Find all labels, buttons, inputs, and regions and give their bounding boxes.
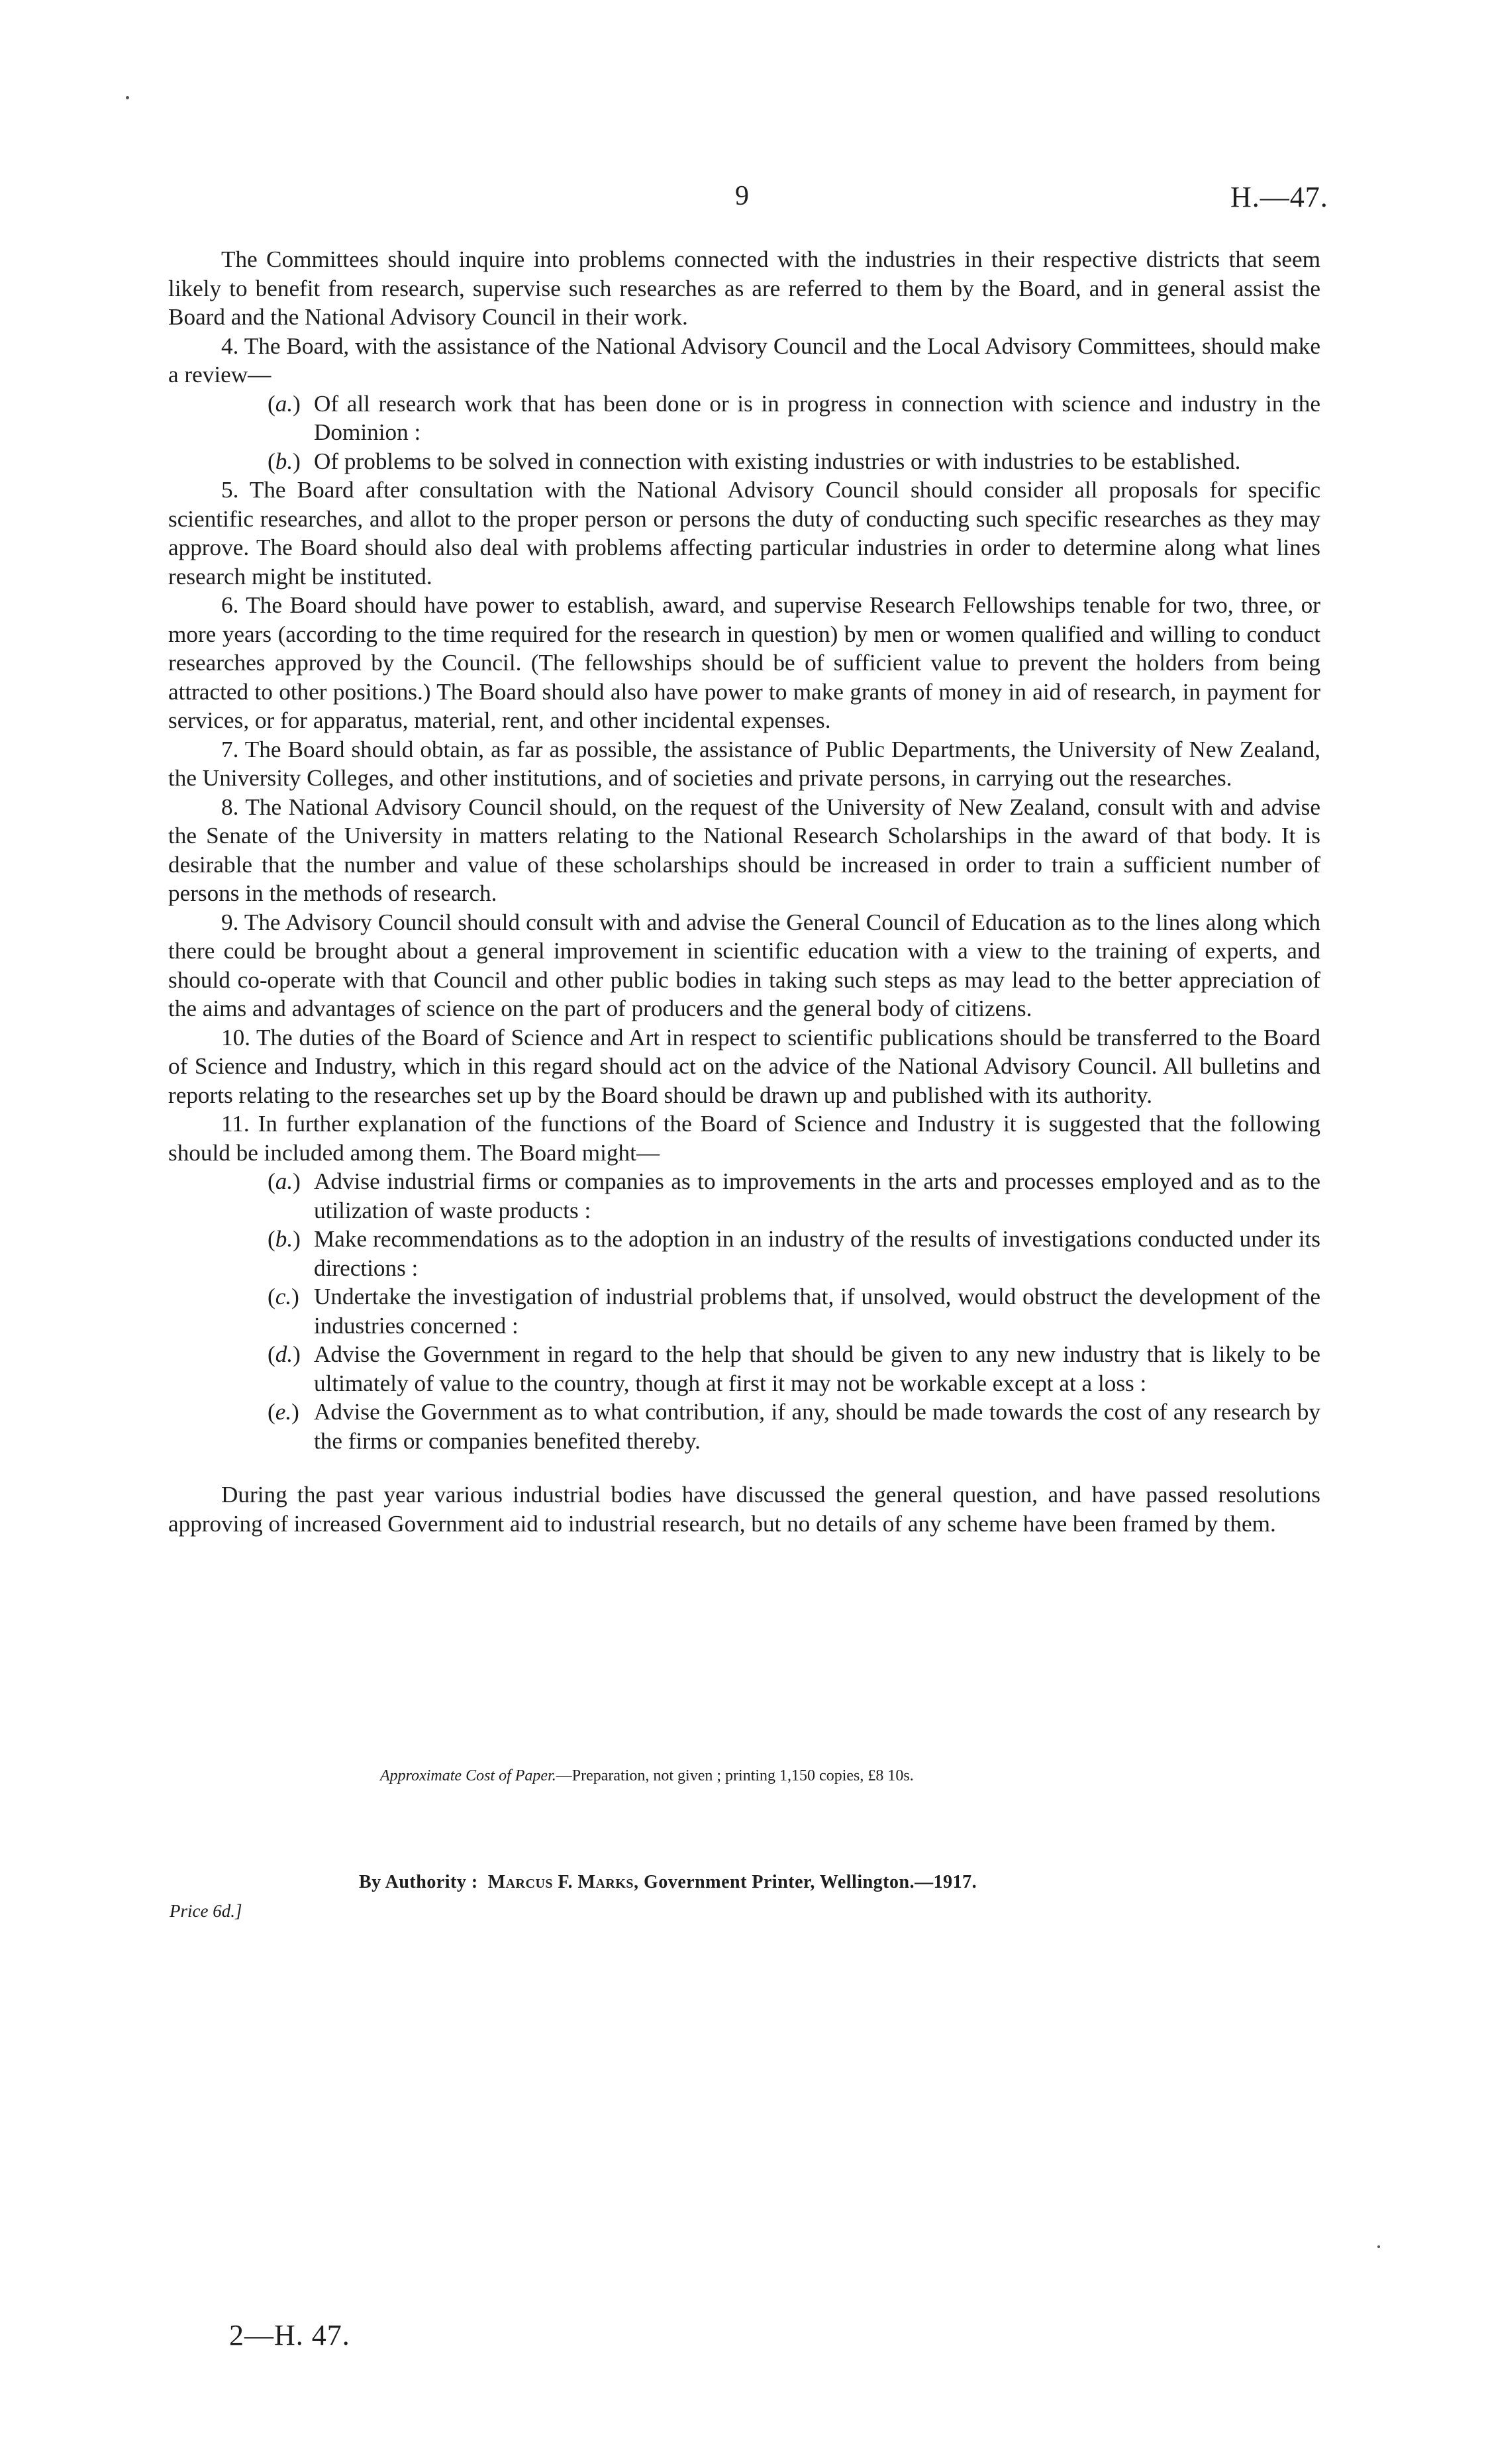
board-functions-list [168,1167,1320,1455]
page-number: 9 [735,181,749,211]
body-text [168,245,1320,1538]
cost-label: Approximate Cost of Paper. [380,1767,556,1784]
paragraph-4: 4. The Board, with the assistance of the National Advisory Council and the Local Advisory Committees, should make a review— [168,333,1320,387]
function-item-text: Make recommendations as to the adoption in an industry of the results of investigations conducted under its directions : [314,1226,1320,1281]
review-list [168,389,1320,476]
scan-speck [126,96,129,99]
function-item-label: (a.) [268,1168,301,1194]
review-item-text: Of all research work that has been done or is in progress in connection with science and industry in the Dominion : [314,390,1320,445]
paragraph-5: 5. The Board after consultation with the National Advisory Council should consider all proposals for specific scientific researches, and allot to the proper person or persons the duty of conducting such specific researches as they may approve. The Board should also deal with problems affecting particular industries in order to determine along what lines research might be instituted. [168,477,1320,590]
function-item-label: (e.) [268,1399,299,1425]
paragraph-10: 10. The duties of the Board of Science and Art in respect to scientific publications should be transferred to the Board of Science and Industry, which in this regard should act on the advice of the National Advisory Council. All bulletins and reports relating to the researches set up by the Board should be drawn up and published with its authority. [168,1024,1320,1108]
function-item [268,1398,1320,1455]
review-item-label: (a.) [268,390,301,417]
function-item-text: Undertake the investigation of industrial problems that, if unsolved, would obstruct the development of the industries concerned : [314,1284,1320,1339]
review-item [268,389,1320,447]
review-item-label: (b.) [268,448,301,474]
function-item [268,1167,1320,1225]
function-item-label: (b.) [268,1226,301,1252]
paragraph-6: 6. The Board should have power to establish, award, and supervise Research Fellowships tenable for two, three, or more years (according to the time required for the research in question) by men or women qualified and willing to conduct researches approved by the Council. (The fellowships should be of sufficient value to prevent the holders from being attracted to other positions.) The Board should also have power to make grants of money in aid of research, in payment for services, or for apparatus, material, rent, and other incidental expenses. [168,592,1320,733]
function-item-text: Advise the Government as to what contribution, if any, should be made towards the cost of any research by the firms or companies benefited thereby. [314,1399,1320,1454]
sheet-signature: 2—H. 47. [229,2319,350,2351]
function-item-text: Advise industrial firms or companies as to improvements in the arts and processes employed and as to the utilization of waste products : [314,1168,1320,1223]
function-item [268,1282,1320,1340]
function-item-text: Advise the Government in regard to the help that should be given to any new industry that is likely to be ultimately of value to the country, though at first it may not be workable except at a loss : [314,1341,1320,1396]
paragraph-committees: The Committees should inquire into problems connected with the industries in their respective districts that seem likely to benefit from research, supervise such researches as are referred to them by the Board, and in general assist the Board and the National Advisory Council in their work. [168,246,1320,330]
printer-name: Marcus F. Marks, [487,1872,639,1892]
paragraph-closing: During the past year various industrial bodies have discussed the general question, and have passed resolutions approving of increased Government aid to industrial research, but no details of any scheme have been framed by them. [168,1482,1320,1537]
paragraph-8: 8. The National Advisory Council should, on the request of the University of New Zealand, consult with and advise the Senate of the University in matters relating to the National Research Scholarships in the award of that body. It is desirable that the number and value of these scholarships should be increased in order to train a sufficient number of persons in the methods of research. [168,794,1320,906]
cost-text: —Preparation, not given ; printing 1,150 copies, £8 10s. [556,1767,914,1784]
authority-prefix: By Authority : [359,1872,478,1892]
printer-authority [359,1872,977,1893]
review-item [268,447,1320,476]
paragraph-9: 9. The Advisory Council should consult with and advise the General Council of Education as to the lines along which there could be brought about a general improvement in scientific education with a view to the training of experts, and should co-operate with that Council and other public bodies in taking such steps as may lead to the better appreciation of the aims and advantages of science on the part of producers and the general body of citizens. [168,909,1320,1021]
function-item [268,1225,1320,1282]
review-item-text: Of problems to be solved in connection with existing industries or with industries to be established. [314,448,1241,474]
function-item [268,1340,1320,1398]
price: Price 6d.] [170,1901,242,1921]
cost-of-paper [380,1767,914,1785]
document-reference: H.—47. [1230,181,1328,213]
function-item-label: (d.) [268,1341,301,1367]
function-item-label: (c.) [268,1284,299,1309]
authority-suffix: Government Printer, Wellington.—1917. [644,1872,977,1892]
paragraph-7: 7. The Board should obtain, as far as possible, the assistance of Public Departments, the University of New Zealand, the University Colleges, and other institutions, and of societies and private persons, in carrying out the researches. [168,736,1320,791]
paragraph-11: 11. In further explanation of the functions of the Board of Science and Industry it is suggested that the following should be included among them. The Board might— [168,1111,1320,1166]
scan-speck [1377,2245,1380,2248]
